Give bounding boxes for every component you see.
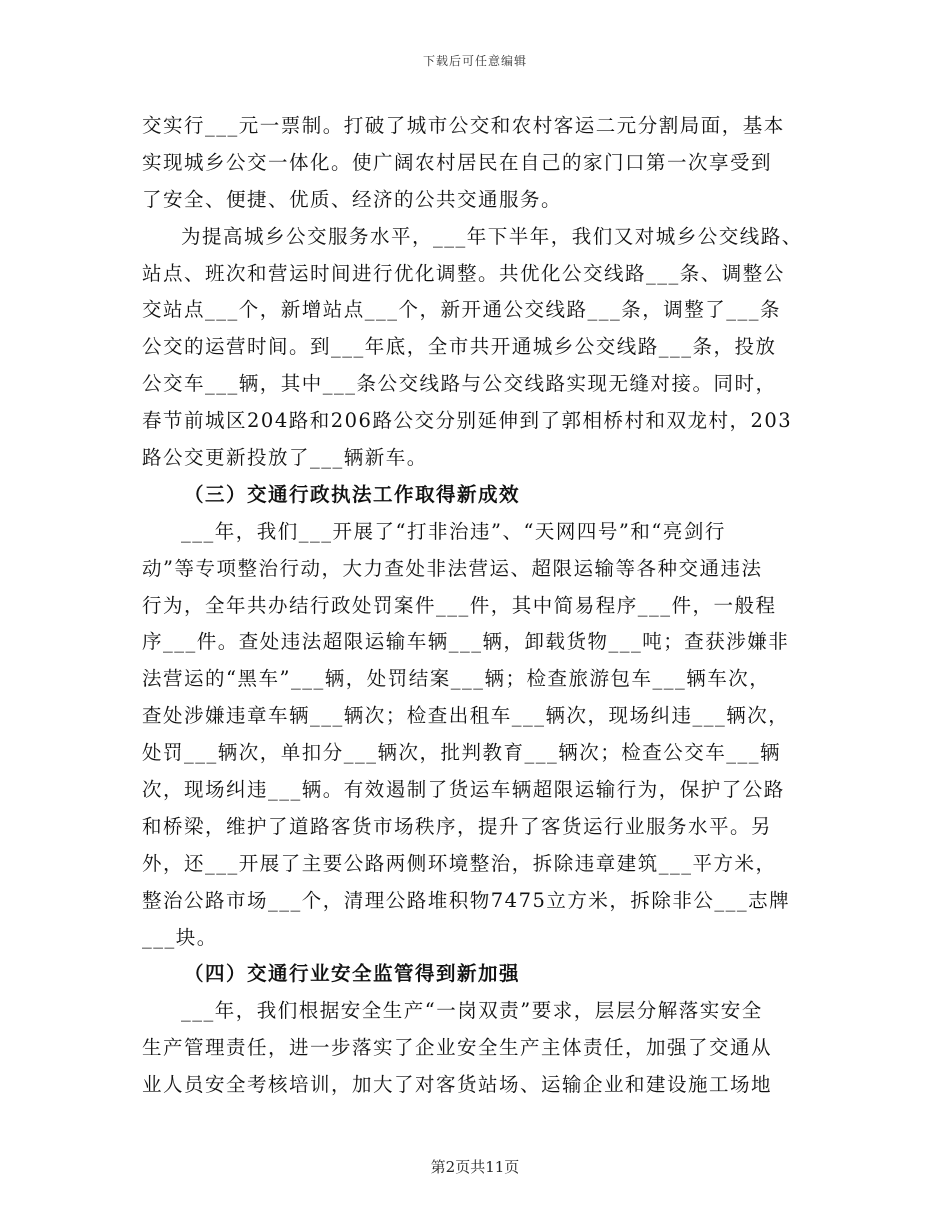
text-line: 实现城乡公交一体化。使广阔农村居民在自己的家门口第一次享受到 <box>142 150 773 174</box>
text-line: 序___件。查处违法超限运输车辆___辆，卸载货物___吨；查获涉嫌非 <box>142 630 790 654</box>
text-line: 交站点___个，新增站点___个，新开通公交线路___条，调整了___条 <box>142 298 782 322</box>
text-line: 动”等专项整治行动，大力查处非法营运、超限运输等各种交通违法 <box>142 556 763 580</box>
text-line: 春节前城区204路和206路公交分别延伸到了郭相桥村和双龙村，203 <box>142 409 793 433</box>
text-line: 处罚___辆次，单扣分___辆次，批判教育___辆次；检查公交车___辆 <box>142 741 782 765</box>
text-line: 站点、班次和营运时间进行优化调整。共优化公交线路___条、调整公 <box>142 261 785 285</box>
document-body <box>142 108 814 1104</box>
text-line: 了安全、便捷、优质、经济的公共交通服务。 <box>142 187 563 211</box>
text-line: 和桥梁，维护了道路客货市场秩序，提升了客货运行业服务水平。另 <box>142 814 773 838</box>
text-line: 法营运的“黑车”___辆，处罚结案___辆；检查旅游包车___辆车次， <box>142 667 771 691</box>
text-line: 行为，全年共办结行政处罚案件___件，其中简易程序___件，一般程 <box>142 593 777 617</box>
text-line: 业人员安全考核培训，加大了对客货站场、运输企业和建设施工场地 <box>142 1073 773 1097</box>
text-line: 交实行___元一票制。打破了城市公交和农村客运二元分割局面，基本 <box>142 114 785 137</box>
paragraph-first-line: ___年，我们根据安全生产“一岗双责”要求，层层分解落实安全 <box>181 999 763 1023</box>
text-line: 查处涉嫌违章车辆___辆次；检查出租车___辆次，现场纠违___辆次， <box>142 704 790 728</box>
text-line: 生产管理责任，进一步落实了企业安全生产主体责任，加强了交通从 <box>142 1036 773 1060</box>
text-line: 整治公路市场___个，清理公路堆积物7475立方米，拆除非公___志牌 <box>142 888 791 912</box>
paragraph-first-line: 为提高城乡公交服务水平，___年下半年，我们又对城乡公交线路、 <box>181 224 803 248</box>
text-line: 外，还___开展了主要公路两侧环境整治，拆除违章建筑___平方米， <box>142 851 777 875</box>
section-heading: （三）交通行政执法工作取得新成效 <box>184 482 521 506</box>
text-line: 公交的运营时间。到___年底，全市共开通城乡公交线路___条，投放 <box>142 335 777 359</box>
text-line: 次，现场纠违___辆。有效遏制了货运车辆超限运输行为，保护了公路 <box>142 778 785 802</box>
page-header: 下载后可任意编辑 <box>422 54 527 68</box>
section-heading: （四）交通行业安全监管得到新加强 <box>184 962 521 986</box>
text-line: ___块。 <box>142 925 218 949</box>
text-line: 公交车___辆，其中___条公交线路与公交线路实现无缝对接。同时， <box>142 372 777 396</box>
text-line: 路公交更新投放了___辆新车。 <box>142 446 428 470</box>
page-footer: 第2页共11页 <box>430 1158 520 1176</box>
paragraph-first-line: ___年，我们___开展了“打非治违”、“天网四号”和“亮剑行 <box>181 519 726 543</box>
